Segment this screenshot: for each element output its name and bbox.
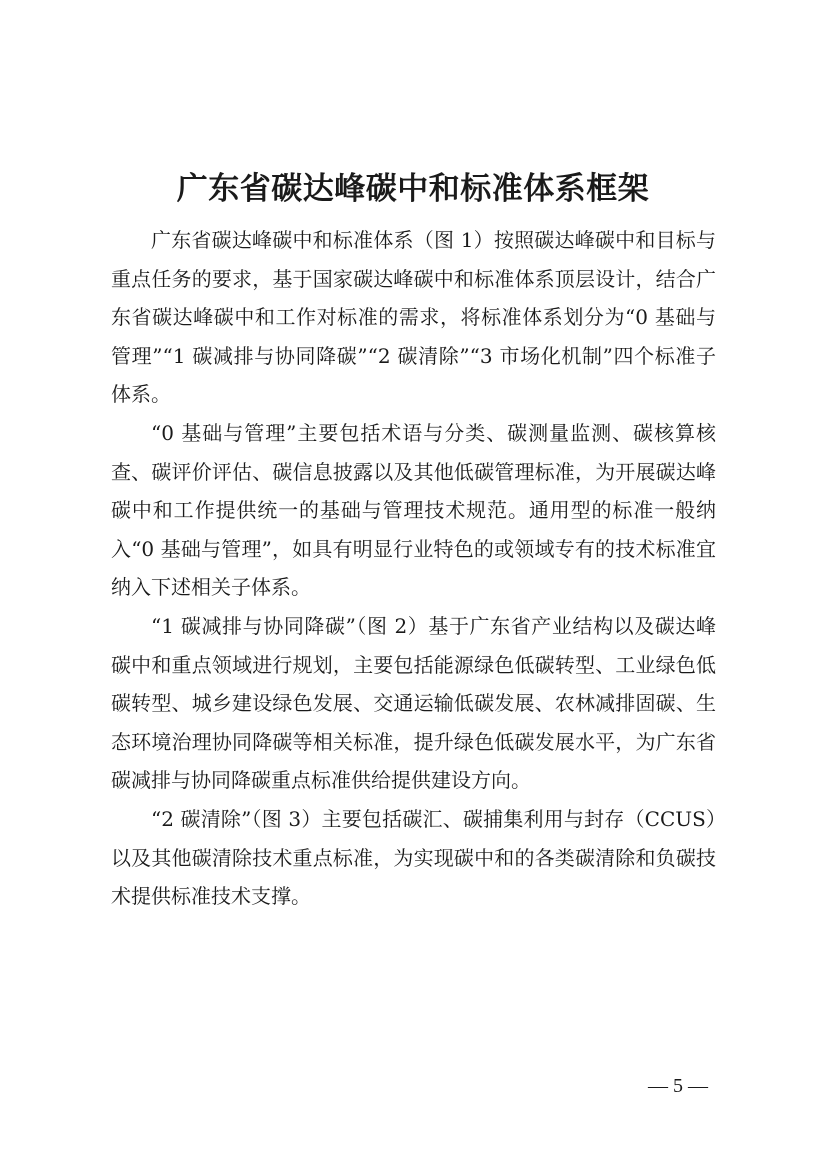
page-number: — 5 — — [648, 1075, 708, 1097]
document-body — [111, 221, 716, 916]
page-title: 广东省碳达峰碳中和标准体系框架 — [176, 170, 650, 207]
paragraph-carbon-removal: “2 碳清除”（图 3）主要包括碳汇、碳捕集利用与封存（CCUS）以及其他碳清除技术重点标准，为实现碳中和的各类碳清除和负碳技术提供标准技术支撑。 — [111, 806, 716, 909]
paragraph-basics-management: “0 基础与管理”主要包括术语与分类、碳测量监测、碳核算核查、碳评价评估、碳信息披露以及其他低碳管理标准，为开展碳达峰碳中和工作提供统一的基础与管理技术规范。通用型的标准一般纳入“0 基础与管理”，如具有明显行业特色的或领域专有的技术标准宜纳入下述相关子体系。 — [111, 420, 716, 600]
paragraph-intro: 广东省碳达峰碳中和标准体系（图 1）按照碳达峰碳中和目标与重点任务的要求，基于国家碳达峰碳中和标准体系顶层设计，结合广东省碳达峰碳中和工作对标准的需求，将标准体系划分为“0 基础与管理”“1 碳减排与协同降碳”“2 碳清除”“3 市场化机制”四个标准子体系。 — [111, 228, 716, 407]
paragraph-emission-reduction: “1 碳减排与协同降碳”（图 2）基于广东省产业结构以及碳达峰碳中和重点领域进行规划，主要包括能源绿色低碳转型、工业绿色低碳转型、城乡建设绿色发展、交通运输低碳发展、农林减排固碳、生态环境治理协同降碳等相关标准，提升绿色低碳发展水平，为广东省碳减排与协同降碳重点标准供给提供建设方向。 — [111, 613, 716, 793]
